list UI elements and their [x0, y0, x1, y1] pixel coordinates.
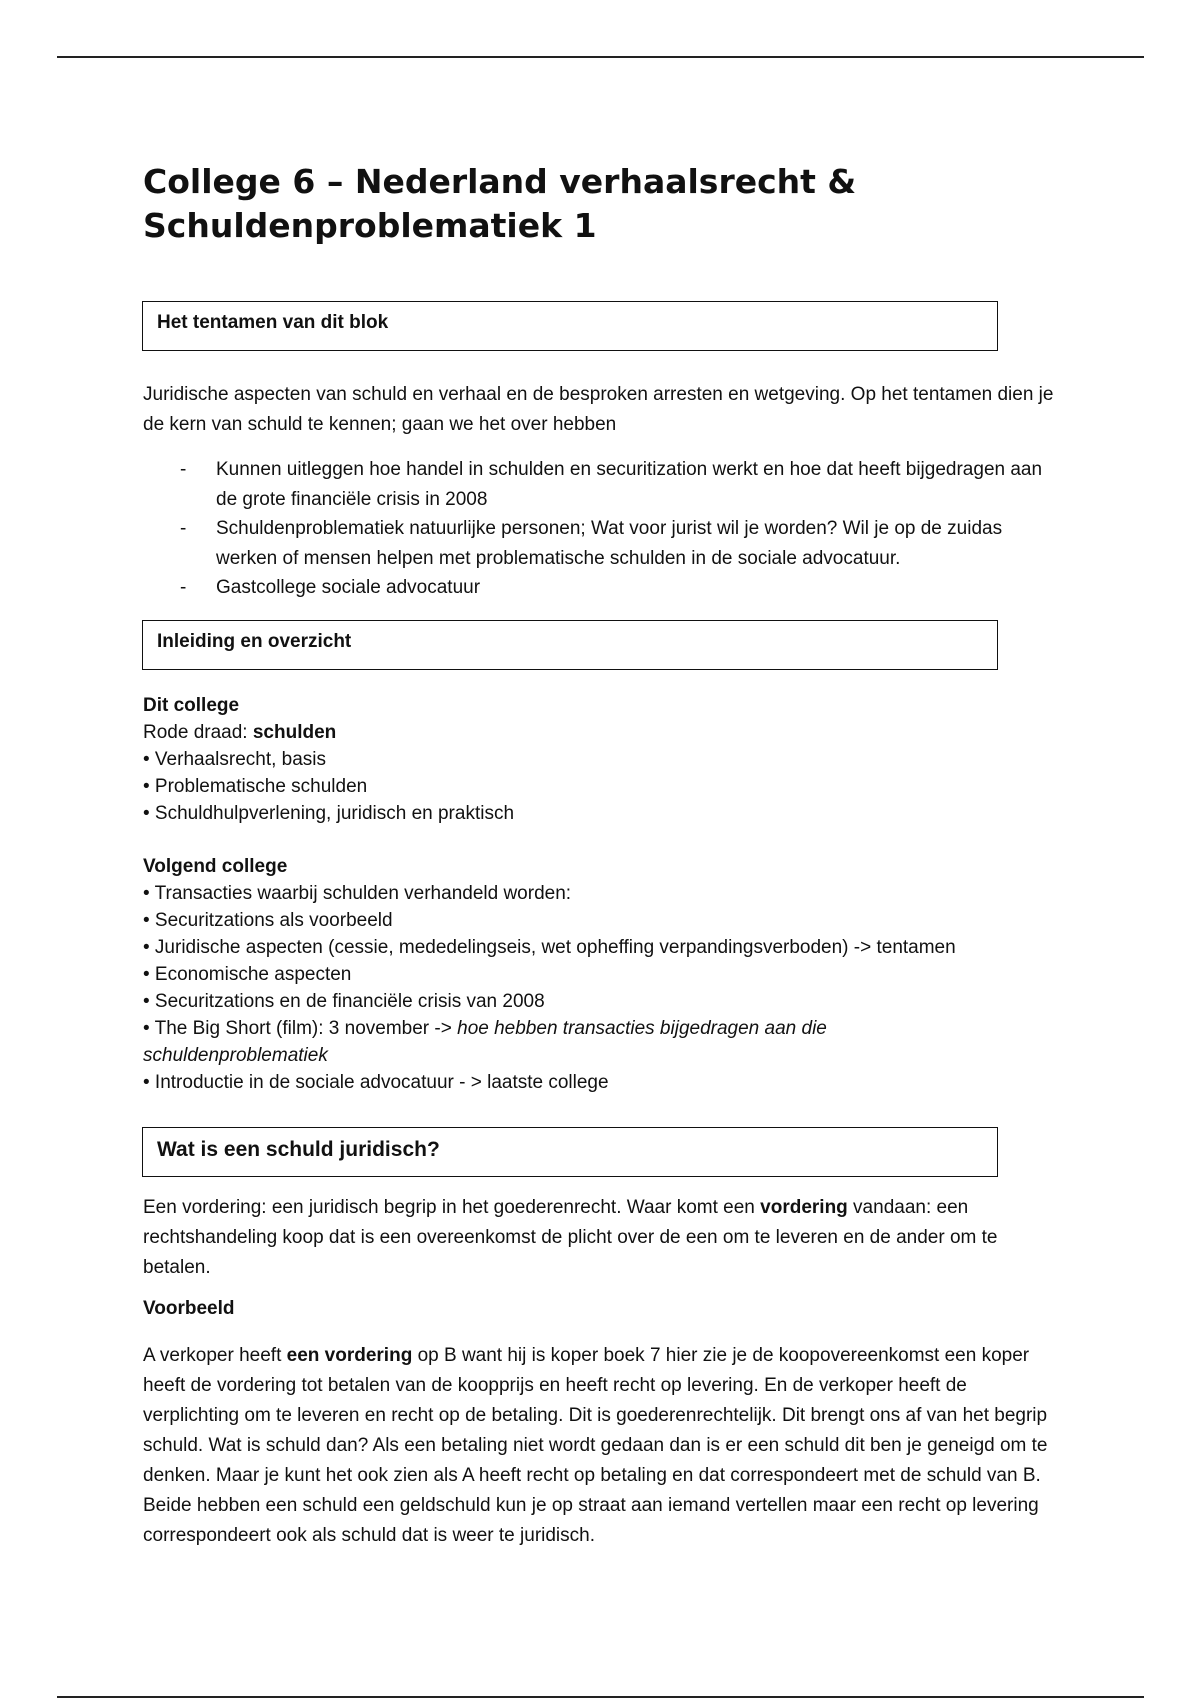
- footer-rule: [57, 1696, 1144, 1698]
- section-box-schuld: [142, 1127, 998, 1177]
- section-heading-inleiding: Inleiding en overzicht: [157, 631, 352, 652]
- dash-list-item: - Kunnen uitleggen hoe handel in schulden en securitization werkt en hoe dat heeft bijgedragen aan de grote financiële crisis in 2008: [143, 455, 1063, 514]
- header-rule: [57, 56, 1144, 58]
- intro-paragraph: Juridische aspecten van schuld en verhaal en de besproken arresten en wetgeving. Op het tentamen dien je de kern van schuld te kennen; gaan we het over hebben: [143, 384, 1054, 435]
- list-item: • Juridische aspecten (cessie, mededelingseis, wet opheffing verpandingsverboden) -> tentamen: [143, 937, 956, 958]
- list-item: • Introductie in de sociale advocatuur - > laatste college: [143, 1072, 609, 1093]
- page-title: [143, 160, 1063, 248]
- voorbeeld-heading-text: Voorbeeld: [143, 1298, 235, 1319]
- volgend-college-heading: Volgend college: [143, 856, 288, 877]
- dash-list-item: - Gastcollege sociale advocatuur: [143, 573, 1063, 603]
- volgend-college-block: [143, 853, 1063, 1096]
- list-item: • Verhaalsrecht, basis: [143, 749, 327, 770]
- dit-college-heading: Dit college: [143, 695, 240, 716]
- voorbeeld-text-after: op B want hij is koper boek 7 hier zie je de koopovereenkomst een koper heeft de vordering tot betalen van de koopprijs en heeft recht op levering. En de verkoper heeft de verplichting om te leveren en recht op de betaling. Dit is goederenrechtelijk. Dit brengt ons af van het begrip schuld. Wat is schuld dan? Als een betaling niet wordt gedaan dan is er een schuld dit ben je geneigd om te denken. Maar je kunt het ook zien als A heeft recht op betaling en dat correspondeert met de schuld van B. Beide hebben een schuld een geldschuld kun je op straat aan iemand vertellen maar een recht op levering correspondeert ook als schuld dat is weer te juridisch.: [143, 1345, 1048, 1546]
- list-item: • Schuldhulpverlening, juridisch en praktisch: [143, 803, 515, 824]
- rode-draad-line: [143, 719, 1063, 746]
- title-line-1: College 6 – Nederland verhaalsrecht &: [143, 162, 857, 201]
- voorbeeld-text-bold: een vordering: [286, 1345, 413, 1366]
- list-item: • Securitzations en de financiële crisis van 2008: [143, 991, 545, 1012]
- voorbeeld-text-before: A verkoper heeft: [143, 1345, 287, 1366]
- list-item: • Economische aspecten: [143, 964, 352, 985]
- section-box-tentamen: [142, 301, 998, 351]
- dash-list: [143, 455, 1063, 603]
- big-short-item: [143, 1015, 903, 1069]
- page-title-block: [143, 160, 1063, 248]
- list-item: • Securitzations als voorbeeld: [143, 910, 393, 931]
- vordering-text-bold: vordering: [760, 1197, 848, 1218]
- dash-list-item: - Schuldenproblematiek natuurlijke personen; Wat voor jurist wil je worden? Wil je op de zuidas werken of mensen helpen met problematische schulden in de sociale advocatuur.: [143, 514, 1063, 573]
- list-item: • Problematische schulden: [143, 776, 368, 797]
- dit-college-block: [143, 692, 1063, 827]
- rode-draad-bold: schulden: [252, 722, 337, 743]
- vordering-text-after: vandaan: een rechtshandeling koop dat is een overeenkomst de plicht over de een om te leveren en de ander om te betalen.: [143, 1197, 998, 1278]
- big-short-prefix: • The Big Short (film): 3 november ->: [143, 1018, 458, 1039]
- vordering-paragraph: [143, 1193, 1063, 1283]
- voorbeeld-paragraph: [143, 1341, 1063, 1551]
- title-line-2: Schuldenproblematiek 1: [143, 206, 597, 245]
- rode-draad-prefix: Rode draad:: [143, 722, 253, 743]
- list-item: • Transacties waarbij schulden verhandeld worden:: [143, 883, 572, 904]
- voorbeeld-heading: [143, 1294, 1063, 1324]
- vordering-text-before: Een vordering: een juridisch begrip in het goederenrecht. Waar komt een: [143, 1197, 761, 1218]
- big-short-italic: hoe hebben transacties bijgedragen aan die schuldenproblematiek: [143, 1018, 827, 1066]
- section-heading-tentamen: Het tentamen van dit blok: [157, 312, 389, 333]
- section-heading-schuld: Wat is een schuld juridisch?: [157, 1138, 440, 1161]
- section-box-inleiding: [142, 620, 998, 670]
